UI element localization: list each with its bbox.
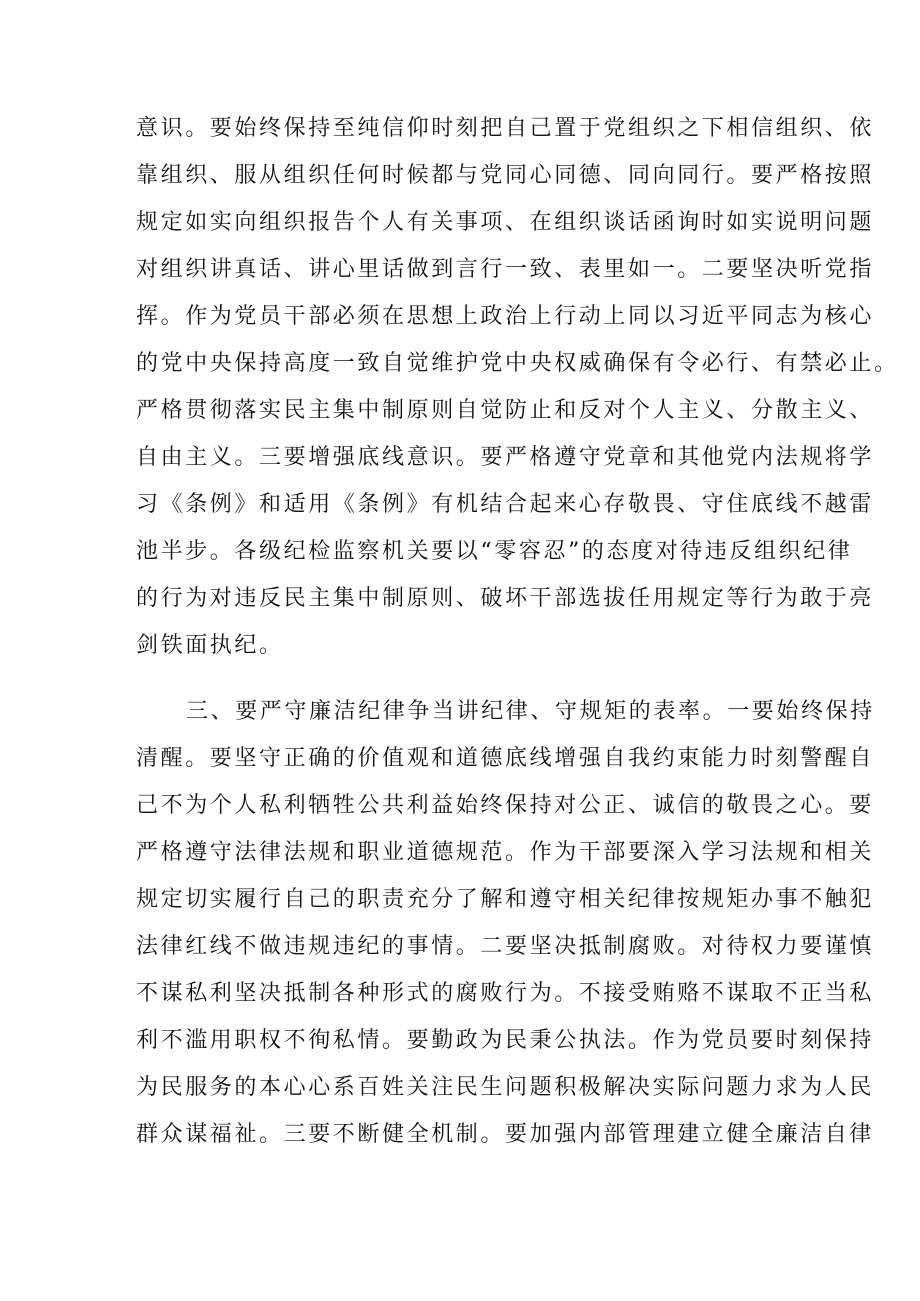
- text-line: 利不滥用职权不徇私情。要勤政为民秉公执法。作为党员要时刻保持: [136, 1028, 875, 1053]
- text-line: 对组织讲真话、讲心里话做到言行一致、表里如一。二要坚决听党指: [136, 257, 875, 282]
- text-line: 池半步。各级纪检监察机关要以“零容忍”的态度对待违反组织纪律: [136, 539, 853, 564]
- text-line: 不谋私利坚决抵制各种形式的腐败行为。不接受贿赂不谋取不正当私: [136, 981, 875, 1006]
- text-line: 的行为对违反民主集中制原则、破坏干部选拔任用规定等行为敢于亮: [136, 586, 875, 611]
- text-line: 严格贯彻落实民主集中制原则自觉防止和反对个人主义、分散主义、: [136, 398, 875, 423]
- text-line: 规定切实履行自己的职责充分了解和遵守相关纪律按规矩办事不触犯: [136, 887, 875, 912]
- text-line: 自由主义。三要增强底线意识。要严格遵守党章和其他党内法规将学: [136, 445, 875, 470]
- text-line: 群众谋福祉。三要不断健全机制。要加强内部管理建立健全廉洁自律: [136, 1122, 875, 1147]
- text-line: 的党中央保持高度一致自觉维护党中央权威确保有令必行、有禁必止。: [136, 351, 899, 376]
- text-line: 挥。作为党员干部必须在思想上政治上行动上同以习近平同志为核心: [136, 304, 875, 329]
- text-line: 剑铁面执纪。: [136, 633, 284, 658]
- text-line: 法律红线不做违规违纪的事情。二要坚决抵制腐败。对待权力要谨慎: [136, 934, 875, 959]
- text-line: 意识。要始终保持至纯信仰时刻把自己置于党组织之下相信组织、依: [136, 116, 875, 141]
- text-line: 清醒。要坚守正确的价值观和道德底线增强自我约束能力时刻警醒自: [136, 746, 875, 771]
- text-line: 为民服务的本心心系百姓关注民生问题积极解决实际问题力求为人民: [136, 1075, 875, 1100]
- text-line: 己不为个人私利牺牲公共利益始终保持对公正、诚信的敬畏之心。要: [136, 793, 875, 818]
- text-line: 严格遵守法律法规和职业道德规范。作为干部要深入学习法规和相关: [136, 840, 875, 865]
- text-line: 规定如实向组织报告个人有关事项、在组织谈话函询时如实说明问题: [136, 210, 875, 235]
- text-line: 三、要严守廉洁纪律争当讲纪律、守规矩的表率。一要始终保持: [186, 699, 875, 724]
- text-line: 靠组织、服从组织任何时候都与党同心同德、同向同行。要严格按照: [136, 163, 875, 188]
- text-line: 习《条例》和适用《条例》有机结合起来心存敬畏、守住底线不越雷: [136, 492, 875, 517]
